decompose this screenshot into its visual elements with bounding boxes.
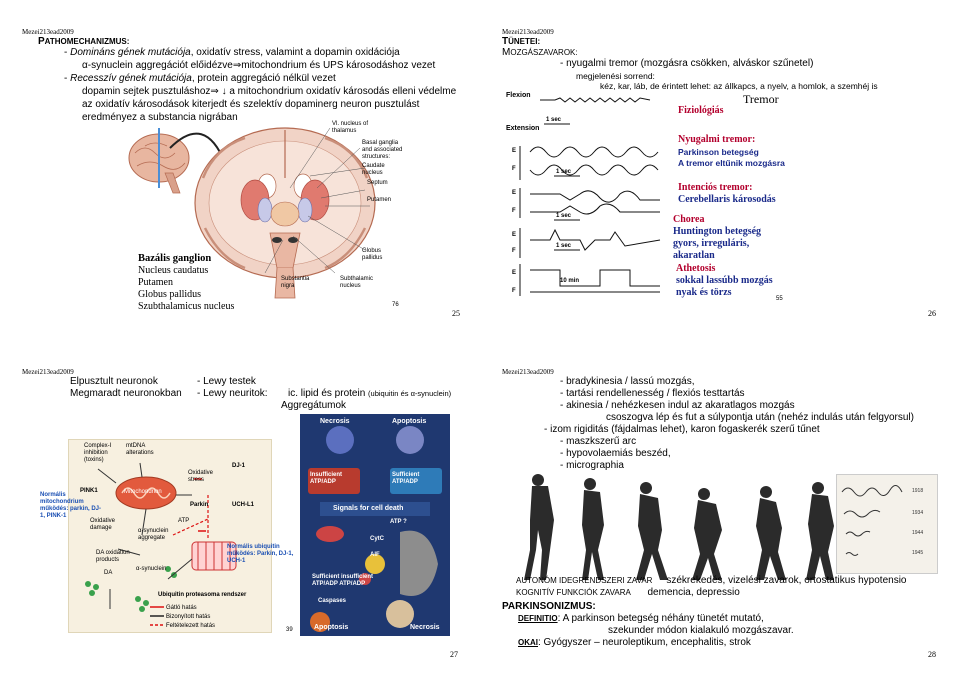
intention-tremor-title: Intenciós tremor: (678, 182, 753, 193)
sufficient-atp (392, 472, 419, 486)
label-subthalamic (340, 276, 373, 290)
legend-item: Szubthalamicus nucleus (138, 301, 235, 312)
nm-4: 1, PINK-1 (40, 513, 67, 519)
slide-26 (480, 0, 960, 342)
legend-assumed: Feltételezett hatás (166, 623, 216, 629)
ins-1: Insufficient (310, 472, 343, 478)
label-basal-ganglia (362, 140, 402, 161)
dash: - (64, 47, 71, 58)
suf-2: ATP/ADP (392, 479, 418, 485)
normal-mito-note (40, 492, 101, 520)
os-2: stress (188, 477, 205, 483)
asyn-aggregate-label (138, 528, 168, 542)
sth-2: nucleus (340, 283, 361, 289)
bg-2: and associated (362, 147, 403, 153)
aggregate-main: ic. lipid és protein (288, 388, 366, 399)
e-label: E (512, 232, 517, 238)
causes-line (518, 637, 751, 649)
autonomic-line (516, 575, 907, 587)
apoptosis-bottom: Apoptosis (314, 624, 349, 631)
figure-number: 76 (392, 302, 399, 308)
symptom-item: - akinesia / nehézkesen indul az akaratlagos mozgás (560, 400, 795, 411)
legend-inhibit: Gátló hatás (166, 605, 197, 611)
legend-title: Bazális ganglion (138, 253, 212, 264)
athetosis-desc: sokkal lassúbb mozgás (676, 275, 773, 286)
page-number: 27 (450, 650, 458, 659)
mitochondrion-label: Mitochondrion (124, 489, 162, 495)
caspases-label: Caspases (318, 598, 347, 604)
dead-neurons: Elpusztult neuronok (70, 376, 158, 387)
aif-label: AIF (370, 552, 380, 558)
bg-1: Basal ganglia (362, 140, 399, 146)
sec-label-1: 1 sec (546, 117, 562, 123)
f-label: F (512, 208, 516, 214)
legend-proven: Bizonyított hatás (166, 614, 211, 620)
f-label: F (512, 288, 516, 294)
line3-rest: , protein aggregáció nélkül vezet (191, 73, 336, 84)
sth-1: Subthalamic (340, 276, 374, 282)
label-caudate (362, 163, 385, 177)
cx-1: Complex-I (84, 443, 112, 449)
year-1944: 1944 (912, 530, 924, 536)
chorea-desc: Huntington betegség (673, 226, 762, 237)
as-1: α-synuclein (138, 528, 169, 534)
signals-label: Signals for cell death (333, 505, 404, 512)
lewy-bodies: - Lewy testek (197, 376, 256, 387)
intention-tremor-desc: Cerebellaris károsodás (678, 194, 776, 205)
apoptosis-top: Apoptosis (392, 418, 427, 425)
autonomic-value: székrekedés, vizelési zavarok, ortostatikus hypotensio (666, 575, 907, 586)
page-number: 26 (928, 309, 936, 318)
oxidative-damage-label (90, 518, 115, 532)
vl-1: Vl. nucleus of (332, 121, 369, 127)
e-label: E (512, 148, 517, 154)
e-label: E (512, 190, 517, 196)
as-2: aggregate (138, 535, 166, 541)
rest-tremor-title: Nyugalmi tremor: (678, 134, 756, 145)
slide-header: Mezei213ead2009 (22, 28, 74, 36)
motor-first: M (502, 47, 511, 58)
mt-2: alterations (126, 450, 154, 456)
aggregate-small: (ubiquitin és α-synuclein) (368, 389, 452, 398)
order-list: kéz, kar, láb, de érintett lehet: az állkapcs, a nyelv, a homlok, a szemhéj is (600, 81, 878, 91)
rest-tremor-desc: A tremor eltűnik mozgásra (678, 158, 785, 168)
nm-1: Normális (40, 492, 66, 498)
figure-number: 55 (776, 296, 783, 302)
label-vl-nucleus (332, 121, 368, 135)
label-globus-pallidus (362, 248, 382, 262)
legend-item: Nucleus caudatus (138, 265, 209, 276)
pink1-label: PINK1 (80, 488, 98, 494)
gp-2: pallidus (362, 255, 383, 261)
os-1: Oxidative (188, 470, 214, 476)
flexion-label: Flexion (506, 92, 531, 99)
cytc-label: CytC (370, 536, 385, 542)
sn-1: Substantia (281, 276, 310, 282)
title-first-letter: T (502, 36, 509, 47)
gp-1: Globus (362, 248, 382, 254)
athetosis-desc: nyak és törzs (676, 287, 732, 298)
mtdna-label (126, 443, 154, 457)
normal-ubq-note (227, 544, 293, 565)
oxidative-stress-label (188, 470, 213, 484)
suf-1: Sufficient (392, 472, 420, 478)
causes-label: OKAI (518, 638, 538, 647)
slide-28 (480, 342, 960, 684)
atp-label: ATP (178, 518, 190, 524)
da-label: DA (104, 570, 113, 576)
title-first-letter: P (38, 36, 45, 47)
surviving-neurons: Megmaradt neuronokban (70, 388, 182, 399)
slide-27 (0, 342, 480, 684)
cognitive-value: demencia, depressio (647, 587, 740, 598)
si-1: Sufficient insufficient (312, 574, 374, 580)
causes-text: : Gyógyszer – neuroleptikum, encephalitis, strok (538, 637, 751, 648)
label-substantia-nigra (281, 276, 309, 290)
slide-header: Mezei213ead2009 (502, 368, 554, 376)
page-number: 28 (928, 650, 936, 659)
necrosis-bottom: Necrosis (410, 624, 440, 631)
od-2: damage (90, 525, 112, 531)
pathomech-line-3 (64, 73, 336, 85)
nm-3: működés: parkin, DJ- (40, 506, 102, 512)
atp-question: ATP ? (390, 519, 407, 525)
dominant-genes: Domináns gének mutációja (70, 47, 191, 58)
f-label: F (512, 248, 516, 254)
tremor-figure (500, 90, 690, 300)
coronal-brain-section (195, 128, 375, 298)
cx-2: inhibition (84, 450, 108, 456)
suf-ins-label (312, 574, 373, 588)
aggregate-desc (288, 388, 451, 400)
autonomic-label: AUTONÓM IDEGRENDSZERI ZAVAR (516, 576, 653, 585)
ubiquitin-proteasome-label: Ubiquitin proteasoma rendszer (158, 592, 247, 598)
symptom-item: - tartási rendellenesség / flexiós testtartás (560, 388, 745, 399)
vl-2: thalamus (332, 128, 357, 134)
ins-2: ATP/ADP (310, 479, 336, 485)
aggregates-label: Aggregátumok (281, 400, 347, 411)
ten-min-label: 10 min (560, 278, 580, 284)
complex-i-label (84, 443, 111, 464)
pathomech-line-2: α-synuclein aggregációt előidézve⇒mitochondrium és UPS károsodáshoz vezet (82, 60, 436, 71)
sec-label-3: 1 sec (556, 213, 572, 219)
cognitive-label: KOGNITÍV FUNKCIÓK ZAVARA (516, 588, 631, 597)
f-label: F (512, 166, 516, 172)
symptom-item: - maszkszerű arc (560, 436, 637, 447)
lewy-neurites: - Lewy neuritok: (197, 388, 268, 399)
chorea-desc: gyors, irreguláris, (673, 238, 750, 249)
asyn-label: α-synuclein (136, 566, 167, 572)
dj1-label: DJ-1 (232, 463, 246, 469)
recessive-genes: Recesszív gének mutációja (70, 73, 192, 84)
extension-label: Extension (506, 125, 540, 132)
sec-label-4: 1 sec (556, 243, 572, 249)
athetosis-title: Athetosis (676, 263, 716, 274)
symptom-item: - micrographia (560, 460, 624, 471)
slide-header: Mezei213ead2009 (502, 28, 554, 36)
symptom-item: - hypovolaemiás beszéd, (560, 448, 671, 459)
micrographia-graphic (836, 474, 936, 572)
cognitive-line (516, 587, 740, 599)
dash: - (64, 73, 71, 84)
chorea-title: Chorea (673, 214, 705, 225)
mt-1: mtDNA (126, 443, 146, 449)
slide-header: Mezei213ead2009 (22, 368, 74, 376)
symptom-item: - bradykinesia / lassú mozgás, (560, 376, 695, 387)
pathomech-line-5: az oxidatív károsodások kiterjedt és szelektív dopaminerg neuron pusztulást (82, 99, 420, 110)
label-putamen: Putamen (367, 197, 392, 203)
sn-2: nigra (281, 283, 295, 289)
slide-25 (0, 0, 480, 342)
dao-2: products (96, 557, 120, 563)
label-septum: Septum (367, 180, 388, 186)
page-number: 25 (452, 309, 460, 318)
si-2: ATP/ADP ATP/ADP (312, 581, 366, 587)
rest-tremor-desc: Parkinson betegség (678, 147, 759, 157)
definition-line (518, 613, 764, 625)
cau-1: Caudate (362, 163, 385, 169)
necrosis-top: Necrosis (320, 418, 350, 425)
chorea-desc: akaratlan (673, 250, 715, 261)
symptom-item: csoszogva lép és fut a súlypontja után (nehéz indulás után felgyorsul) (606, 412, 914, 423)
order-label: megjelenési sorrend: (576, 71, 655, 81)
parkin-label: Parkin (190, 502, 209, 508)
uchl1-label: UCH-L1 (232, 502, 254, 508)
sec-label-2: 1 sec (556, 169, 572, 175)
year-1934: 1934 (912, 510, 924, 516)
nu-2: működés: Parkin, DJ-1, (227, 551, 294, 557)
line1-rest: , oxidatív stress, valamint a dopamin oxidációja (190, 47, 400, 58)
figure-number: 39 (286, 627, 293, 633)
tremor-title: Tremor (743, 92, 779, 106)
definition-line-2: szekunder módon kialakuló mozgászavar. (608, 625, 794, 636)
pathomech-line-1 (64, 47, 400, 59)
parkinson-gait-photos (508, 470, 838, 582)
title-rest: ÜNETEI: (508, 37, 541, 46)
insufficient-atp (310, 472, 342, 486)
nm-2: mitochondrium (40, 499, 84, 505)
year-1945: 1945 (912, 550, 924, 556)
physiologic-label: Fiziológiás (678, 105, 724, 116)
pathomech-line-6: eredményez a substancia nigrában (82, 112, 238, 123)
symptom-item: - izom rigiditás (fájdalmas lehet), karon fogaskerék szerű tűnet (544, 424, 820, 435)
e-label: E (512, 270, 517, 276)
nu-3: UCH-1 (227, 558, 246, 564)
od-1: Oxidative (90, 518, 116, 524)
dao-1: DA oxidation (96, 550, 130, 556)
year-1918: 1918 (912, 488, 924, 494)
nu-1: Normális ubiquitin (227, 544, 280, 550)
definition-text: : A parkinson betegség néhány tünetét mutató, (557, 613, 764, 624)
side-brain-icon (129, 128, 189, 193)
parkinsonism-heading: PARKINSONIZMUS: (502, 601, 596, 612)
cx-3: (toxins) (84, 457, 104, 463)
pathomech-line-4: dopamin sejtek pusztuláshoz⇒ ↓ a mitochondrium oxidatív károsodás elleni védelme (82, 86, 457, 97)
motor-rest: OZGÁSZAVAROK: (510, 48, 578, 57)
bg-3: structures: (362, 154, 391, 160)
legend-item: Putamen (138, 277, 173, 288)
dasyn-label (96, 550, 130, 564)
title-rest: ATHOMECHANIZMUS: (44, 37, 130, 46)
symptom-line: - nyugalmi tremor (mozgásra csökken, alváskor szűnetel) (560, 58, 814, 69)
legend-item: Globus pallidus (138, 289, 202, 300)
cau-2: nucleus (362, 170, 383, 176)
definition-label: DEFINITIO (518, 614, 558, 623)
